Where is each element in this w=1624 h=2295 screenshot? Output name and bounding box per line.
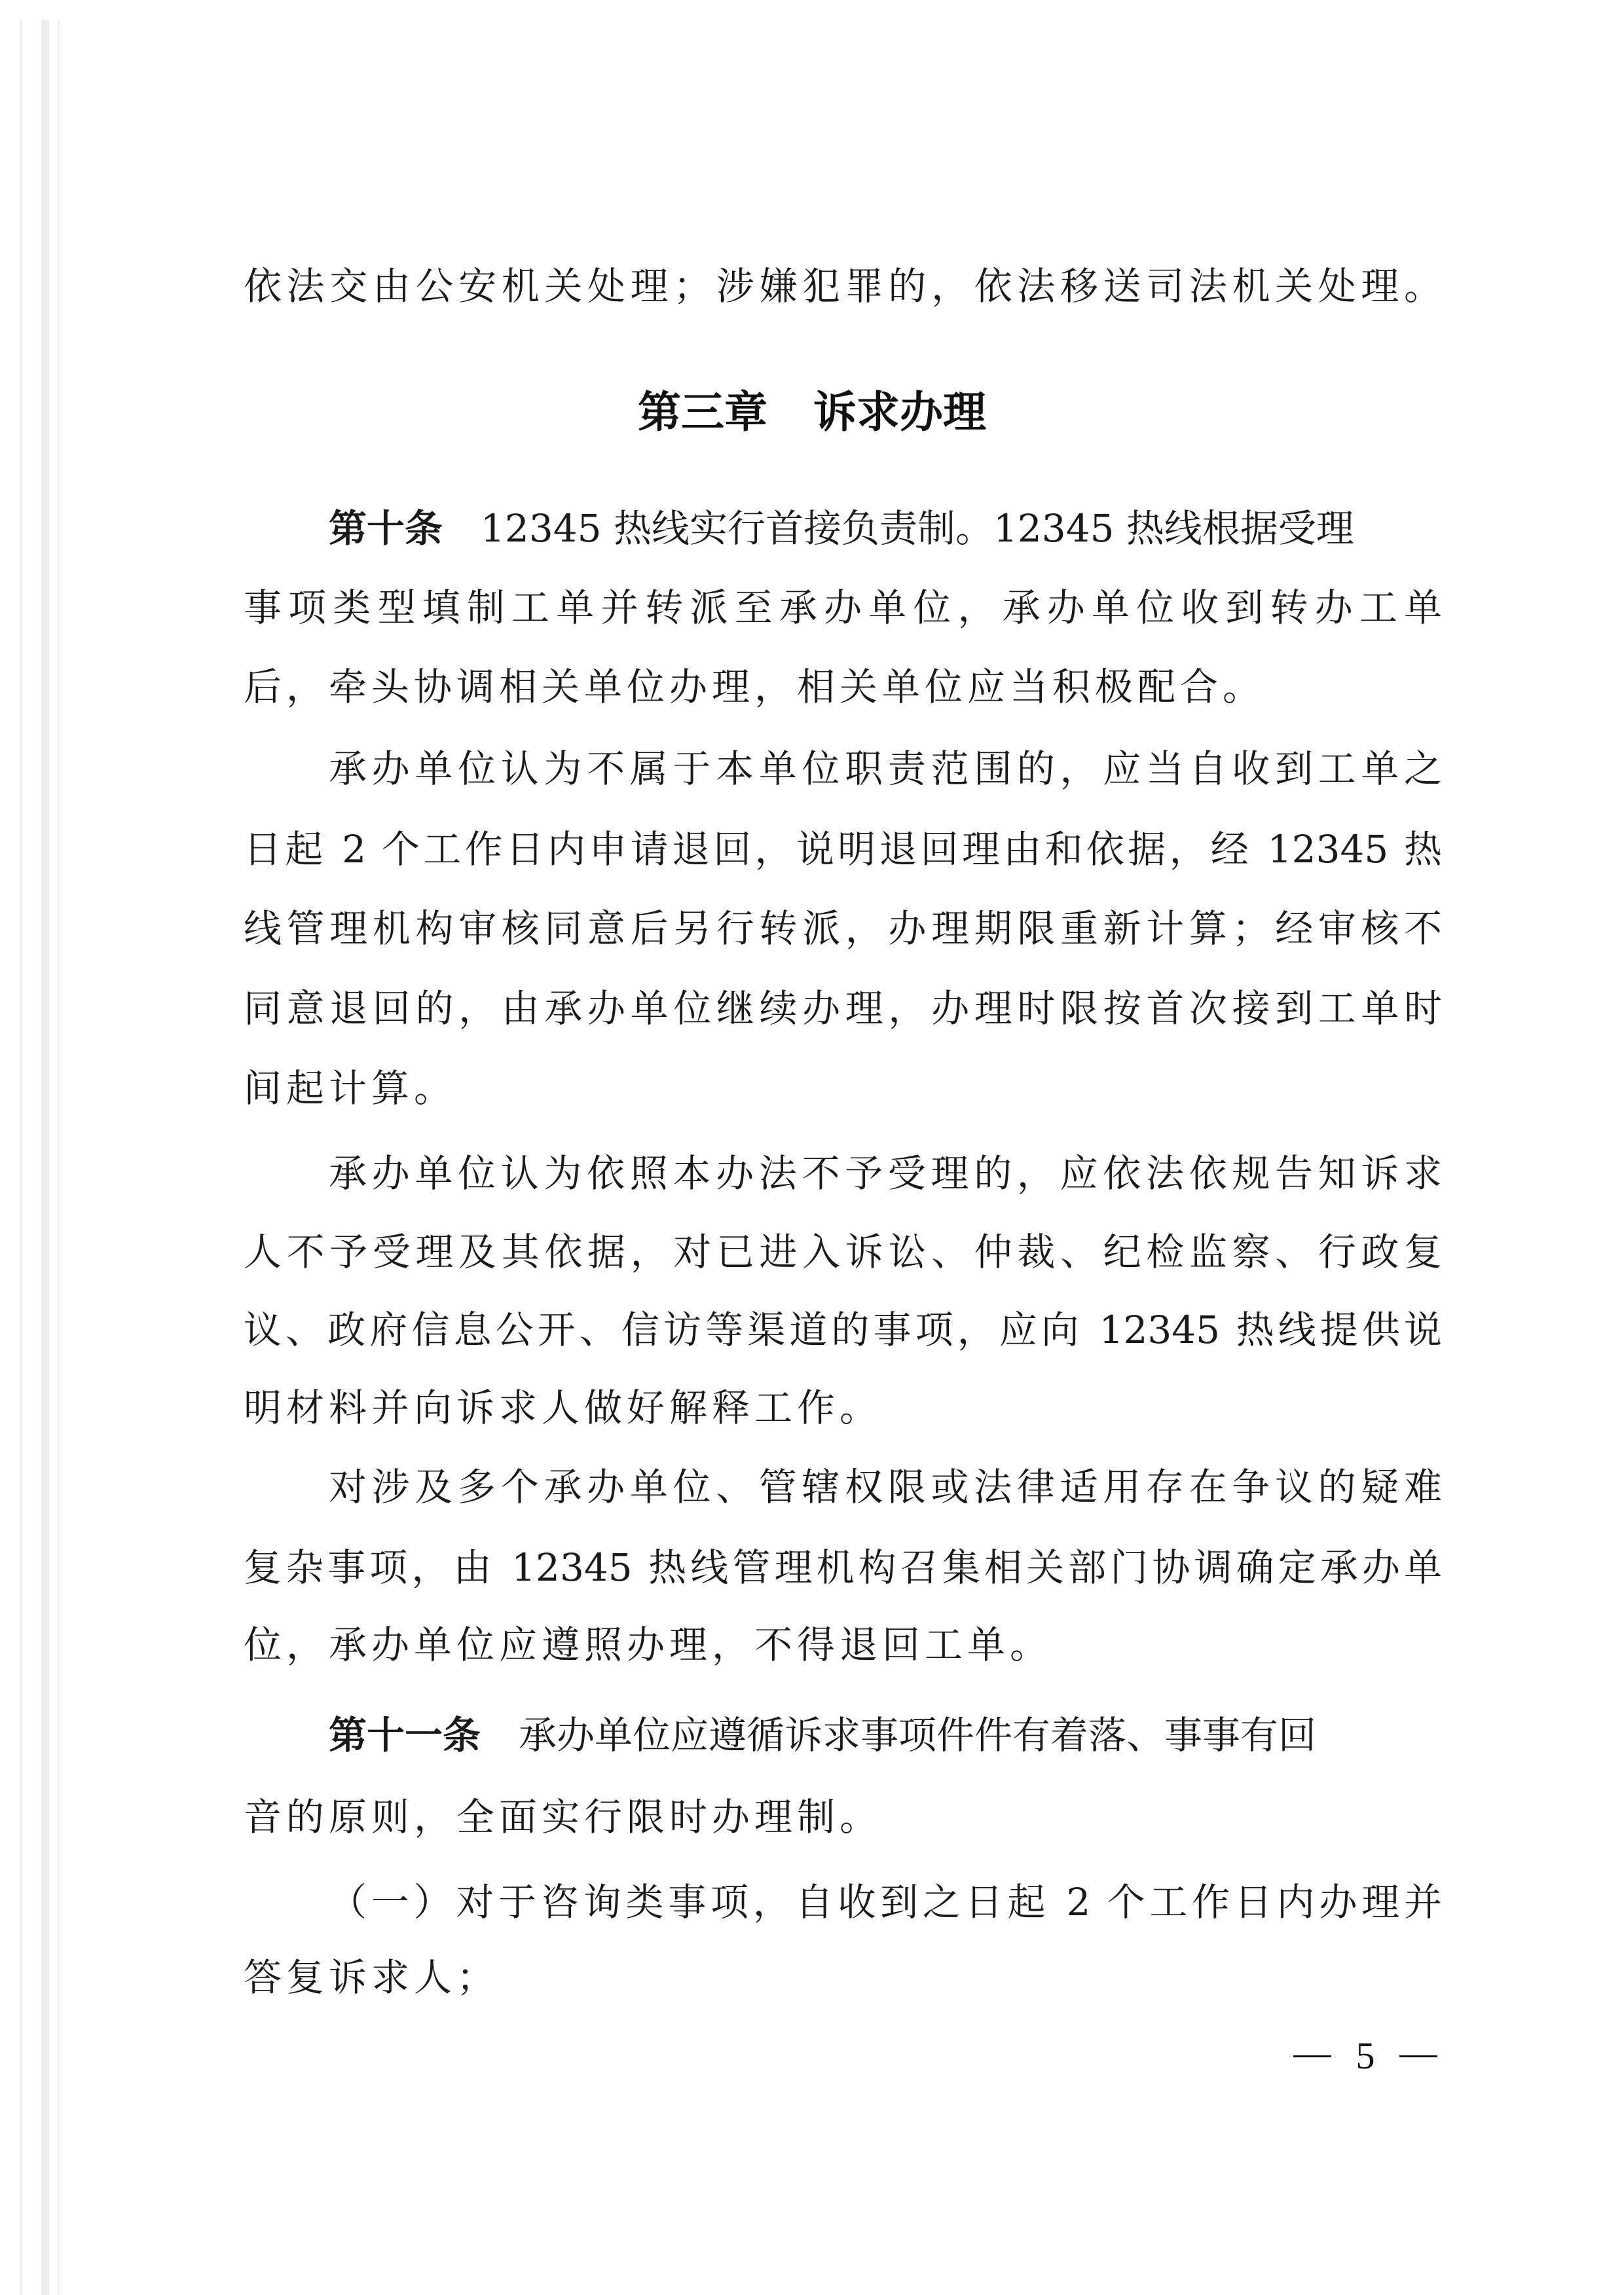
line-text: 承办单位认为依照本办法不予受理的，应依法依规告知诉求 — [329, 1151, 1442, 1196]
line-text: 复杂事项，由 12345 热线管理机构召集相关部门协调确定承办单 — [244, 1545, 1442, 1590]
line-text: 议、政府信息公开、信访等渠道的事项，应向 12345 热线提供说 — [244, 1308, 1442, 1352]
chapter-title: 诉求办理 — [813, 386, 986, 437]
text-line — [329, 1134, 1442, 1213]
scan-binding-edge — [20, 20, 22, 2295]
text-line — [329, 1696, 1442, 1774]
text-line — [329, 1863, 1442, 1941]
line-text: 人不予受理及其依据，对已进入诉讼、仲裁、纪检监察、行政复 — [244, 1230, 1442, 1274]
text-line — [329, 729, 1442, 808]
line-text: 日起 2 个工作日内申请退回，说明退回理由和依据，经 12345 热 — [244, 827, 1442, 872]
line-text: （一）对于咨询类事项，自收到之日起 2 个工作日内办理并 — [329, 1880, 1442, 1924]
article-label: 第十一条 — [329, 1713, 481, 1757]
line-text: 承办单位应遵循诉求事项件件有着落、事事有回 — [519, 1713, 1317, 1757]
line-text: 12345 热线实行首接负责制。12345 热线根据受理 — [481, 506, 1354, 551]
text-line — [329, 489, 1442, 568]
text-line — [244, 247, 1442, 325]
line-text: 音的原则，全面实行限时办理制。 — [244, 1795, 883, 1839]
page-number-value: 5 — [1356, 2034, 1375, 2077]
line-text: 间起计算。 — [244, 1066, 457, 1111]
text-line — [244, 1528, 1442, 1607]
line-text: 依法交由公安机关处理；涉嫌犯罪的，依法移送司法机关处理。 — [244, 264, 1442, 308]
scan-binding-edge — [41, 20, 49, 2295]
text-line — [244, 1213, 1442, 1291]
text-line — [244, 1606, 1442, 1684]
line-text: 承办单位认为不属于本单位职责范围的，应当自收到工单之 — [329, 746, 1442, 791]
article-label: 第十条 — [329, 506, 443, 551]
line-text: 后，牵头协调相关单位办理，相关单位应当积极配合。 — [244, 665, 1266, 709]
text-line — [244, 969, 1442, 1048]
text-line — [329, 1448, 1442, 1526]
text-line — [244, 568, 1442, 647]
text-line — [244, 1368, 1442, 1447]
dash-right — [1399, 2055, 1437, 2057]
scan-binding-edge — [58, 20, 60, 2295]
line-text: 答复诉求人； — [244, 1955, 500, 2000]
chapter-number: 第三章 — [638, 386, 767, 437]
line-text: 事项类型填制工单并转派至承办单位，承办单位收到转办工单 — [244, 585, 1442, 630]
line-text: 对涉及多个承办单位、管辖权限或法律适用存在争议的疑难 — [329, 1465, 1442, 1509]
text-line — [244, 1049, 1442, 1128]
text-line — [244, 889, 1442, 968]
chapter-heading — [0, 373, 1624, 451]
text-line — [244, 1938, 1442, 2017]
line-text: 同意退回的，由承办单位继续办理，办理时限按首次接到工单时 — [244, 986, 1442, 1031]
text-line — [244, 810, 1442, 889]
line-text: 线管理机构审核同意后另行转派，办理期限重新计算；经审核不 — [244, 906, 1442, 951]
page-number — [1293, 2036, 1437, 2076]
text-line — [244, 648, 1442, 726]
text-line — [244, 1778, 1442, 1856]
line-text: 明材料并向诉求人做好解释工作。 — [244, 1386, 883, 1430]
dash-left — [1293, 2055, 1331, 2057]
text-line — [244, 1291, 1442, 1369]
line-text: 位，承办单位应遵照办理，不得退回工单。 — [244, 1623, 1053, 1667]
